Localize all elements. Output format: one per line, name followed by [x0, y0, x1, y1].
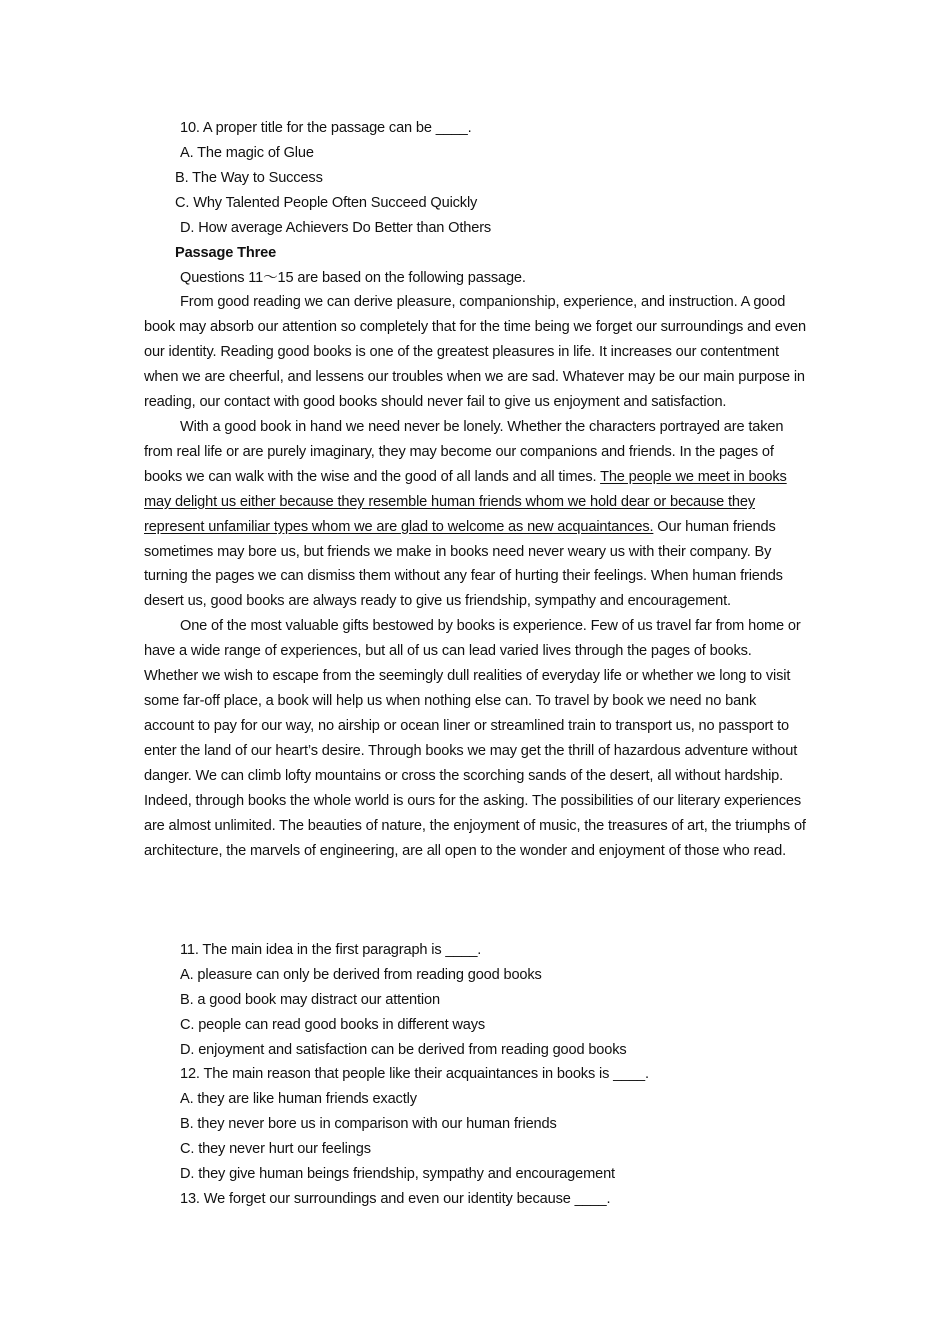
question-11-option-b: B. a good book may distract our attention: [180, 992, 440, 1008]
passage-paragraph-3: One of the most valuable gifts bestowed by books is experience. Few of us travel far from home or have a wide range of experiences, but all of us can lead varied lives through the pages of books. Whether we wish to escape from the seemingly dull realities of everyday life or whether we long to visit some far-off place, a book will help us when nothing else can. To travel by book we need no bank account to pay for our way, no airship or ocean liner or streamlined train to transport us, no passport to enter the land of our heart’s desire. Through books we may get the thrill of hazardous adventure without danger. We can climb lofty mountains or cross the scorching sands of the desert, all without hardship. Indeed, through books the whole world is ours for the asking. The possibilities of our literary experiences are almost unlimited. The beauties of nature, the enjoyment of music, the treasures of art, the triumphs of architecture, the marvels of engineering, are all open to the wonder and enjoyment of those who read.: [144, 618, 806, 859]
question-11-option-a: A. pleasure can only be derived from reading good books: [180, 967, 542, 983]
passage-instruction: Questions 11～15 are based on the following passage.: [180, 270, 526, 286]
question-12-option-d: D. they give human beings friendship, sympathy and encouragement: [180, 1166, 615, 1182]
passage-body: [144, 290, 807, 864]
question-13-stem: 13. We forget our surroundings and even our identity because ____.: [180, 1191, 611, 1207]
paragraph-2-text-before: With a good book in hand we need never be lonely. Whether the characters portrayed are taken from real life or are purely imaginary, they may become our companions and friends. In the pages of books we can walk with the wise and the good of all lands and all times.: [144, 418, 784, 485]
question-10-option-a: A. The magic of Glue: [180, 145, 314, 161]
question-12-option-c: C. they never hurt our feelings: [180, 1141, 371, 1157]
question-10-stem: 10. A proper title for the passage can be ____.: [180, 120, 472, 136]
underlined-sentence: The people we meet in books may delight us either because they resemble human friends whom we hold dear or because they represent unfamiliar types whom we are glad to welcome as new acquaintances.: [144, 468, 787, 535]
paragraph-2-text-after: Our human friends sometimes may bore us, but friends we make in books need never weary us with their company. By turning the pages we can dismiss them without any fear of hurting their feelings. When human friends desert us, good books are always ready to give us friendship, sympathy and encouragement.: [144, 518, 783, 610]
passage-paragraph-1: From good reading we can derive pleasure, companionship, experience, and instruction. A good book may absorb our attention so completely that for the time being we forget our surroundings and even our identity. Reading good books is one of the greatest pleasures in life. It increases our contentment when we are cheerful, and lessens our troubles when we are sad. Whatever may be our main purpose in reading, our contact with good books should never fail to give us enjoyment and satisfaction.: [144, 294, 806, 410]
question-10-option-c: C. Why Talented People Often Succeed Quickly: [175, 195, 478, 211]
passage-title: Passage Three: [175, 245, 277, 261]
passage-paragraph-2: [144, 415, 807, 615]
question-11-option-c: C. people can read good books in different ways: [180, 1017, 486, 1033]
question-11-option-d: D. enjoyment and satisfaction can be derived from reading good books: [180, 1042, 627, 1058]
question-10-option-d: D. How average Achievers Do Better than Others: [180, 220, 492, 236]
question-11-stem: 11. The main idea in the first paragraph is ____.: [180, 942, 482, 958]
question-12-stem: 12. The main reason that people like their acquaintances in books is ____.: [180, 1066, 649, 1082]
question-12-option-b: B. they never bore us in comparison with our human friends: [180, 1116, 557, 1132]
question-12-option-a: A. they are like human friends exactly: [180, 1091, 417, 1107]
question-10-option-b: B. The Way to Success: [175, 170, 323, 186]
